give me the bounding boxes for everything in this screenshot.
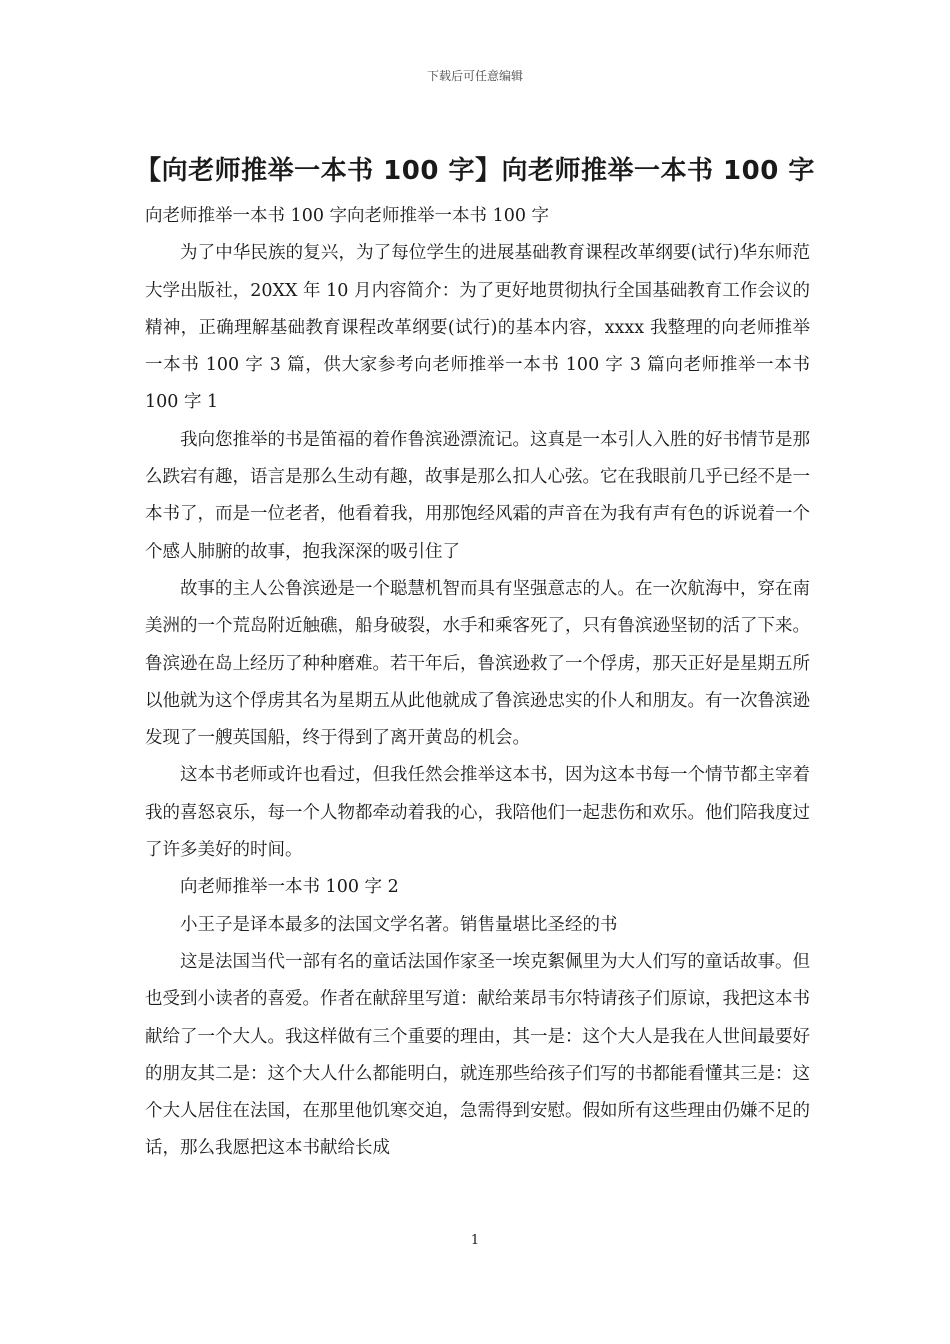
intro-paragraph: 为了中华民族的复兴，为了每位学生的进展基础教育课程改革纲要(试行)华东师范大学出版社，20XX 年 10 月内容简介：为了更好地贯彻执行全国基础教育工作会议的精神，正确理解基础教育课程改革纲要(试行)的基本内容，xxxx 我整理的向老师推举一本书 100 字 3 篇，供大家参考向老师推举一本书 100 字 3 篇向老师推举一本书 100 字 1 — [145, 243, 810, 413]
essay1-paragraph-2: 故事的主人公鲁滨逊是一个聪慧机智而具有坚强意志的人。在一次航海中，穿在南美洲的一个荒岛附近触礁，船身破裂，水手和乘客死了，只有鲁滨逊坚韧的活了下来。鲁滨逊在岛上经历了种种磨难。若干年后，鲁滨逊救了一个俘虏，那天正好是星期五所以他就为这个俘虏其名为星期五从此他就成了鲁滨逊忠实的仆人和朋友。有一次鲁滨逊发现了一艘英国船，终于得到了离开黄岛的机会。 — [145, 578, 810, 749]
document-title: 【向老师推举一本书 100 字】向老师推举一本书 100 字 — [135, 156, 815, 186]
document-body — [145, 198, 810, 1168]
essay2-paragraph-1: 这是法国当代一部有名的童话法国作家圣一埃克絮佩里为大人们写的童话故事。但也受到小读者的喜爱。作者在献辞里写道：献给莱昂韦尔特请孩子们原谅，我把这本书献给了一个大人。我这样做有三个重要的理由，其一是：这个大人是我在人世间最要好的朋友其二是：这个大人什么都能明白，就连那些给孩子们写的书都能看懂其三是：这个大人居住在法国，在那里他饥寒交迫，急需得到安慰。假如所有这些理由仍嫌不足的话，那么我愿把这本书献给长成 — [145, 951, 810, 1159]
essay2-heading: 向老师推举一本书 100 字 2 — [180, 877, 399, 898]
essay1-paragraph-1: 我向您推举的书是笛福的着作鲁滨逊漂流记。这真是一本引人入胜的好书情节是那么跌宕有趣，语言是那么生动有趣，故事是那么扣人心弦。它在我眼前几乎已经不是一本书了，而是一位老者，他看着我，用那饱经风霜的声音在为我有声有色的诉说着一个个感人肺腑的故事，抱我深深的吸引住了 — [145, 429, 810, 562]
header-note: 下载后可任意编辑 — [426, 69, 523, 83]
essay1-paragraph-3: 这本书老师或许也看过，但我任然会推举这本书，因为这本书每一个情节都主宰着我的喜怒哀乐，每一个人物都牵动着我的心，我陪他们一起悲伤和欢乐。他们陪我度过了许多美好的时间。 — [145, 765, 810, 861]
subtitle-paragraph: 向老师推举一本书 100 字向老师推举一本书 100 字 — [145, 206, 550, 226]
page-number: 1 — [470, 1233, 480, 1248]
essay2-lead: 小王子是译本最多的法国文学名著。销售量堪比圣经的书 — [180, 914, 618, 935]
